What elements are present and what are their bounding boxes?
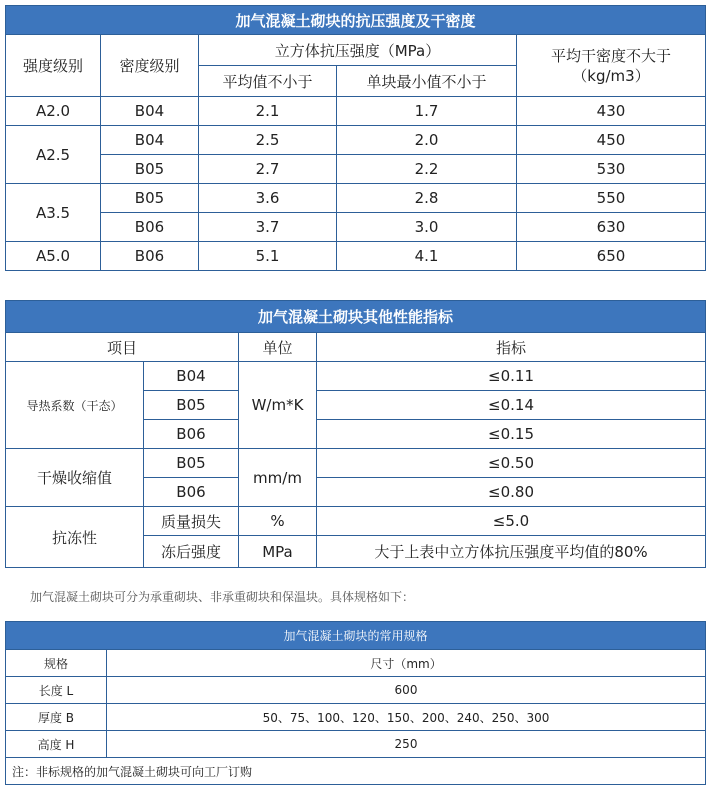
shrinkage-unit: mm/m [239,449,317,507]
table-row [6,126,706,155]
dry-cell: 630 [517,213,706,242]
min-cell: 1.7 [337,97,517,126]
header-avg-min: 平均值不小于 [199,66,337,97]
header-dry-density-text: 平均干密度不大于（kg/m3） [550,46,671,85]
strength-density-table [5,5,706,271]
unit-cell: MPa [239,536,317,568]
avg-cell: 2.1 [199,97,337,126]
intro-text: 加气混凝土砌块可分为承重砌块、非承重砌块和保温块。具体规格如下： [30,590,415,604]
min-cell: 4.1 [337,242,517,271]
value-cell: ≤5.0 [317,507,706,536]
size-cell: 250 [107,731,706,758]
density-cell: B04 [101,126,199,155]
dry-cell: 450 [517,126,706,155]
table-row [6,97,706,126]
header-unit: 单位 [239,333,317,362]
header-density: 密度级别 [101,35,199,97]
avg-cell: 2.7 [199,155,337,184]
shrinkage-label: 干燥收缩值 [6,449,144,507]
size-cell: 50、75、100、120、150、200、240、250、300 [107,704,706,731]
dry-cell: 530 [517,155,706,184]
table-row [6,731,706,758]
value-cell: ≤0.50 [317,449,706,478]
table-row [6,362,706,391]
table-row [6,155,706,184]
grade-cell: A5.0 [6,242,101,271]
grade-cell: B06 [144,420,239,449]
avg-cell: 5.1 [199,242,337,271]
table3-title: 加气混凝土砌块的常用规格 [6,622,706,650]
grade-cell: A3.5 [6,184,101,242]
value-cell: 大于上表中立方体抗压强度平均值的80% [317,536,706,568]
min-cell: 2.2 [337,155,517,184]
table-row [6,677,706,704]
header-compressive: 立方体抗压强度（MPa） [199,35,517,66]
avg-cell: 3.6 [199,184,337,213]
dry-cell: 430 [517,97,706,126]
grade-cell: A2.0 [6,97,101,126]
min-cell: 2.0 [337,126,517,155]
size-cell: 600 [107,677,706,704]
unit-cell: % [239,507,317,536]
dry-cell: 550 [517,184,706,213]
table-row [6,242,706,271]
spec-cell: 高度 H [6,731,107,758]
header-size: 尺寸（mm） [107,650,706,677]
table2-title: 加气混凝土砌块其他性能指标 [6,301,706,333]
grade-cell: B04 [144,362,239,391]
value-cell: ≤0.80 [317,478,706,507]
density-cell: B04 [101,97,199,126]
header-grade: 强度级别 [6,35,101,97]
grade-cell: B05 [144,391,239,420]
min-cell: 2.8 [337,184,517,213]
grade-cell: B05 [144,449,239,478]
grade-cell: B06 [144,478,239,507]
value-cell: ≤0.15 [317,420,706,449]
thermal-unit: W/m*K [239,362,317,449]
header-item: 项目 [6,333,239,362]
thermal-label: 导热系数（干态） [6,362,144,449]
table-row [6,213,706,242]
header-index: 指标 [317,333,706,362]
density-cell: B06 [101,242,199,271]
density-cell: B05 [101,184,199,213]
spec-cell: 长度 L [6,677,107,704]
dry-cell: 650 [517,242,706,271]
grade-cell: A2.5 [6,126,101,184]
value-cell: ≤0.14 [317,391,706,420]
frost-label: 抗冻性 [6,507,144,568]
avg-cell: 2.5 [199,126,337,155]
table-row [6,184,706,213]
sub-cell: 质量损失 [144,507,239,536]
other-performance-table [5,300,706,568]
spec-cell: 厚度 B [6,704,107,731]
table3-note: 注：非标规格的加气混凝土砌块可向工厂订购 [6,758,706,785]
sub-cell: 冻后强度 [144,536,239,568]
density-cell: B05 [101,155,199,184]
table-row [6,507,706,536]
density-cell: B06 [101,213,199,242]
spec-table [5,621,706,785]
table-row [6,449,706,478]
value-cell: ≤0.11 [317,362,706,391]
min-cell: 3.0 [337,213,517,242]
table1-title: 加气混凝土砌块的抗压强度及干密度 [6,6,706,35]
header-spec: 规格 [6,650,107,677]
header-dry-density [517,35,706,97]
avg-cell: 3.7 [199,213,337,242]
table-row [6,704,706,731]
header-single-min: 单块最小值不小于 [337,66,517,97]
